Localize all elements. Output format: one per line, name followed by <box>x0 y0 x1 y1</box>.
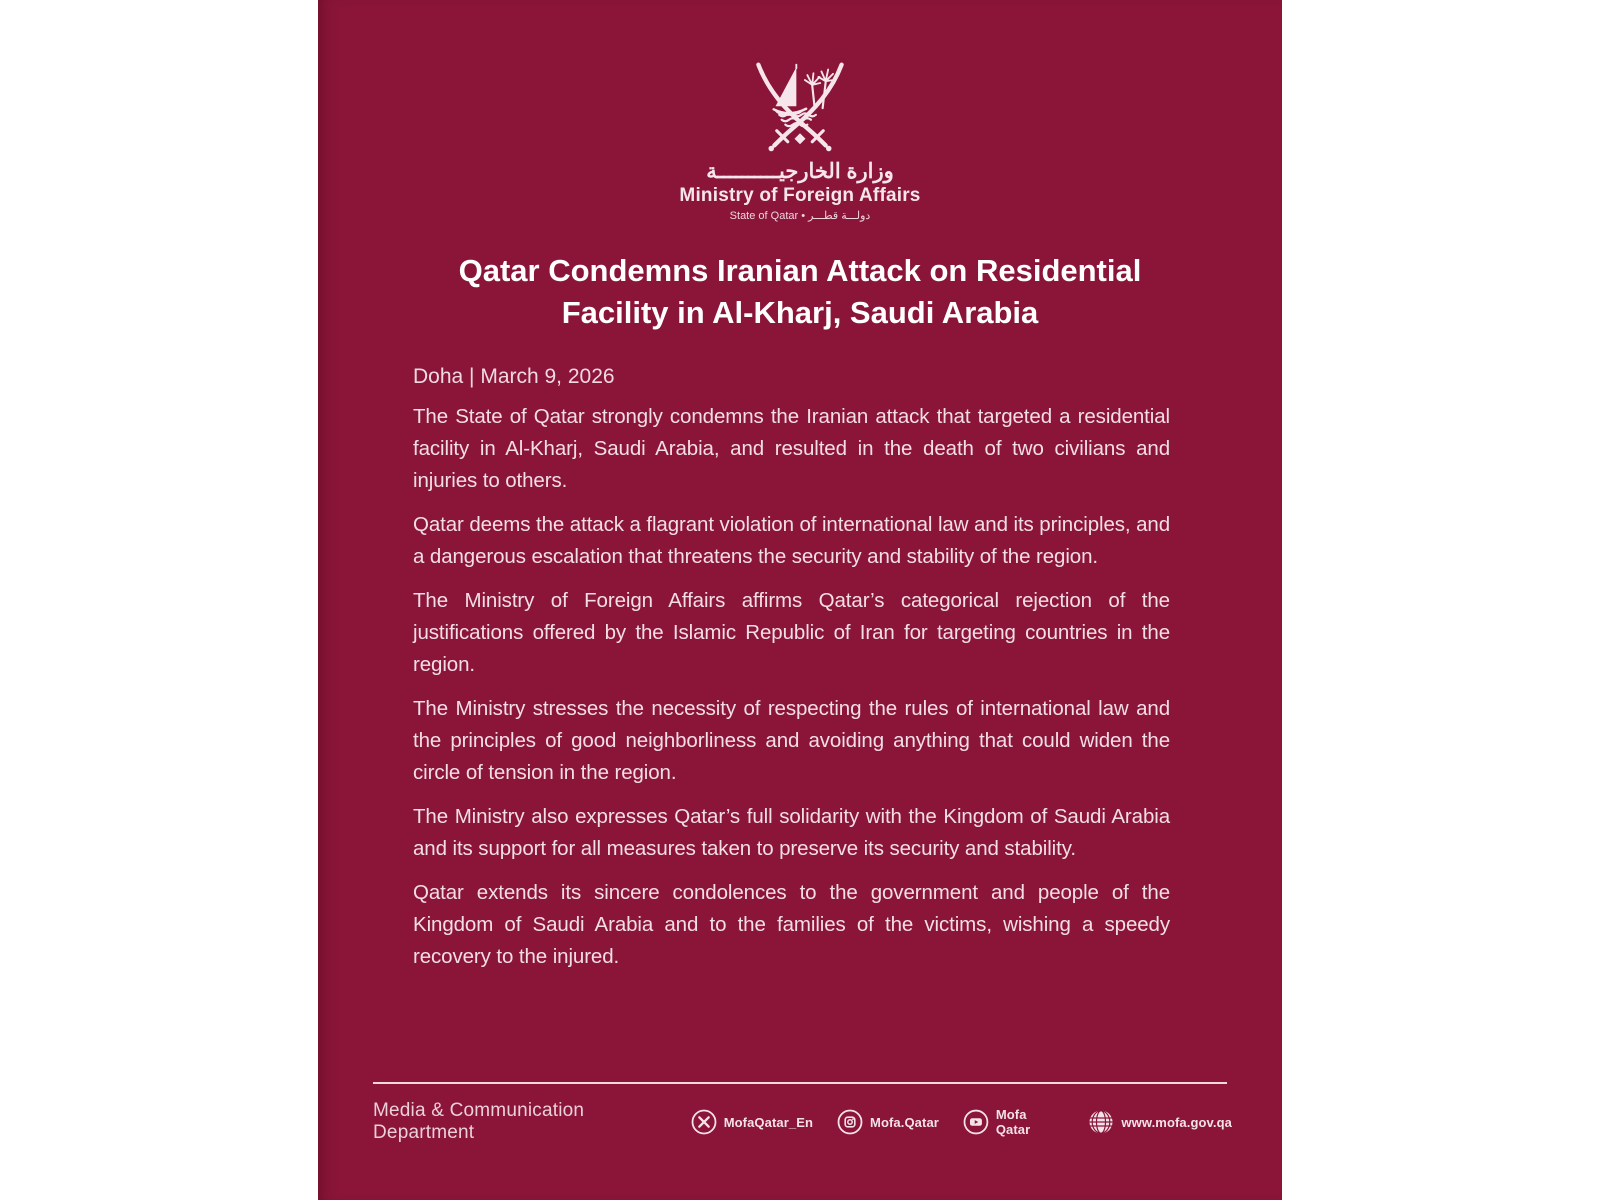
globe-icon <box>1088 1109 1114 1135</box>
social-item-youtube[interactable] <box>963 1107 1064 1137</box>
statement-body <box>318 364 1282 973</box>
headline-line2: Facility in Al-Kharj, Saudi Arabia <box>561 295 1039 330</box>
statement-paragraph: The Ministry also expresses Qatar’s full solidarity with the Kingdom of Saudi Arabia and its support for all measures taken to preserve its security and stability. <box>413 805 1170 860</box>
x-icon <box>691 1109 717 1135</box>
statement-paragraph: The State of Qatar strongly condemns the Iranian attack that targeted a residential facility in Al-Kharj, Saudi Arabia, and resulted in the death of two civilians and injuries to others. <box>413 405 1170 492</box>
logo-state-line: State of Qatar • دولـــة قطـــر <box>729 210 871 222</box>
social-handle: www.mofa.gov.qa <box>1121 1114 1232 1130</box>
social-item-instagram[interactable] <box>837 1109 939 1135</box>
logo-english-name: Ministry of Foreign Affairs <box>679 185 921 206</box>
statement-paragraph: The Ministry stresses the necessity of respecting the rules of international law and the principles of good neighborliness and avoiding anything that could widen the circle of tension in the region. <box>413 697 1170 784</box>
social-item-website[interactable] <box>1088 1109 1232 1135</box>
social-links <box>691 1107 1232 1137</box>
logo-arabic-name: وزارة الخارجيــــــــــة <box>706 160 894 183</box>
mofa-logo <box>318 0 1282 224</box>
social-handle: Mofa Qatar <box>995 1107 1031 1137</box>
statement-paragraph: Qatar extends its sincere condolences to the government and people of the Kingdom of Saudi Arabia and to the families of the victims, wishing a speedy recovery to the injured. <box>413 881 1170 968</box>
footer <box>373 1100 1232 1144</box>
social-handle: Mofa.Qatar <box>870 1114 939 1130</box>
press-release-card <box>318 0 1282 1200</box>
youtube-icon <box>963 1109 989 1135</box>
headline-line1: Qatar Condemns Iranian Attack on Residential <box>458 253 1142 288</box>
headline <box>420 250 1180 334</box>
statement-paragraph: Qatar deems the attack a flagrant violation of international law and its principles, and a dangerous escalation that threatens the security and stability of the region. <box>413 513 1170 568</box>
dateline: Doha | March 9, 2026 <box>413 365 615 388</box>
social-handle: MofaQatar_En <box>723 1114 814 1130</box>
footer-divider <box>373 1082 1227 1084</box>
instagram-icon <box>837 1109 863 1135</box>
statement-paragraph: The Ministry of Foreign Affairs affirms Qatar’s categorical rejection of the justifications offered by the Islamic Republic of Iran for targeting countries in the region. <box>413 589 1170 676</box>
social-item-x[interactable] <box>691 1109 813 1135</box>
department-label: Media & Communication Department <box>373 1100 585 1143</box>
qatar-mofa-emblem-icon <box>734 50 866 154</box>
